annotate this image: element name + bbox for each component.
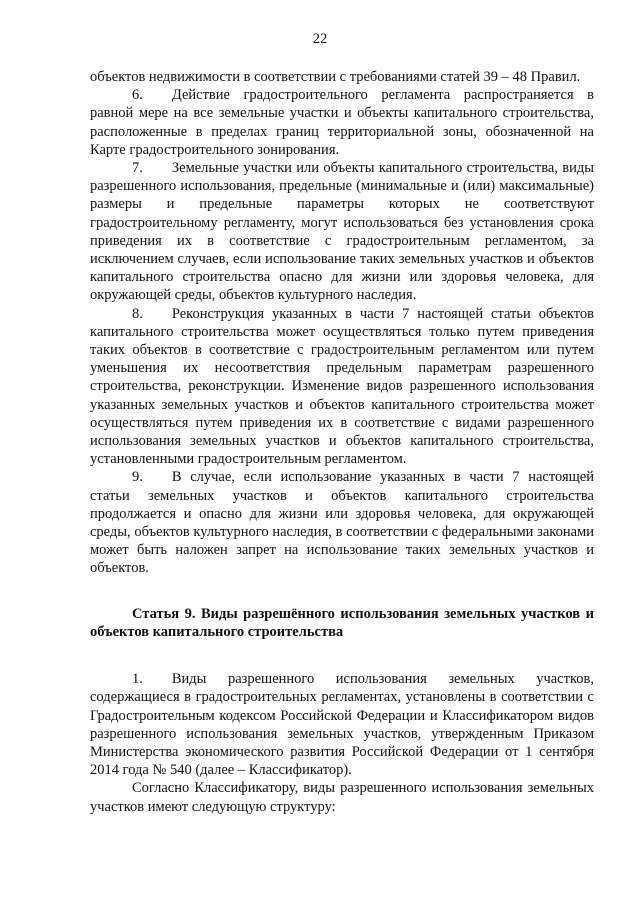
paragraph-7: 7. Земельные участки или объекты капитального строительства, виды разрешенного использования, предельные (минимальные и (или) максимальные) размеры и предельные параметры которых не соответствуют градостроительному регламенту, могут использоваться без установления срока приведения их в соответствие с градостроительным регламентом, за исключением случаев, если использование таких земельных участков и объектов капитального строительства опасно для жизни или здоровья человека, для окружающей среды, объектов культурного наследия. (90, 160, 594, 304)
article-9-heading: Статья 9. Виды разрешённого использования земельных участков и объектов капитального строительства (90, 605, 594, 640)
page-number: 22 (312, 31, 328, 47)
document-body (90, 68, 594, 816)
paragraph-6: 6. Действие градостроительного регламента распространяется в равной мере на все земельные участки и объекты капитального строительства, расположенные в пределах границ территориальной зоны, обозначенной на Карте градостроительного зонирования. (90, 87, 594, 158)
paragraph-8: 8. Реконструкция указанных в части 7 настоящей статьи объектов капитального строительства может осуществляться только путем приведения таких объектов в соответствие с градостроительным регламентом или путем уменьшения их несоответствия предельным параметрам разрешенного строительства, реконструкции. Изменение видов разрешенного использования указанных земельных участков и объектов капитального строительства может осуществляться путем приведения их в соответствие с видами разрешенного использования земельных участков и объектов капитального строительства, установленными градостроительным регламентом. (90, 305, 594, 468)
article-9-paragraph-1: 1. Виды разрешенного использования земельных участков, содержащиеся в градостроительных регламентах, установлены в соответствии с Градостроительным кодексом Российской Федерации и Классификатором видов разрешенного использования земельных участков, утвержденным Приказом Министерства экономического развития Российской Федерации от 1 сентября 2014 года № 540 (далее – Классификатор). (90, 671, 594, 779)
paragraph-9: 9. В случае, если использование указанных в части 7 настоящей статьи земельных участков и объектов капитального строительства продолжается и опасно для жизни или здоровья человека, для окружающей среды, объектов культурного наследия, в соответствии с федеральными законами может быть наложен запрет на использование таких земельных участков и объектов. (90, 469, 594, 577)
paragraph-continuation: объектов недвижимости в соответствии с требованиями статей 39 – 48 Правил. (90, 69, 581, 85)
article-9-paragraph-2: Согласно Классификатору, виды разрешенного использования земельных участков имеют следующую структуру: (90, 780, 594, 815)
